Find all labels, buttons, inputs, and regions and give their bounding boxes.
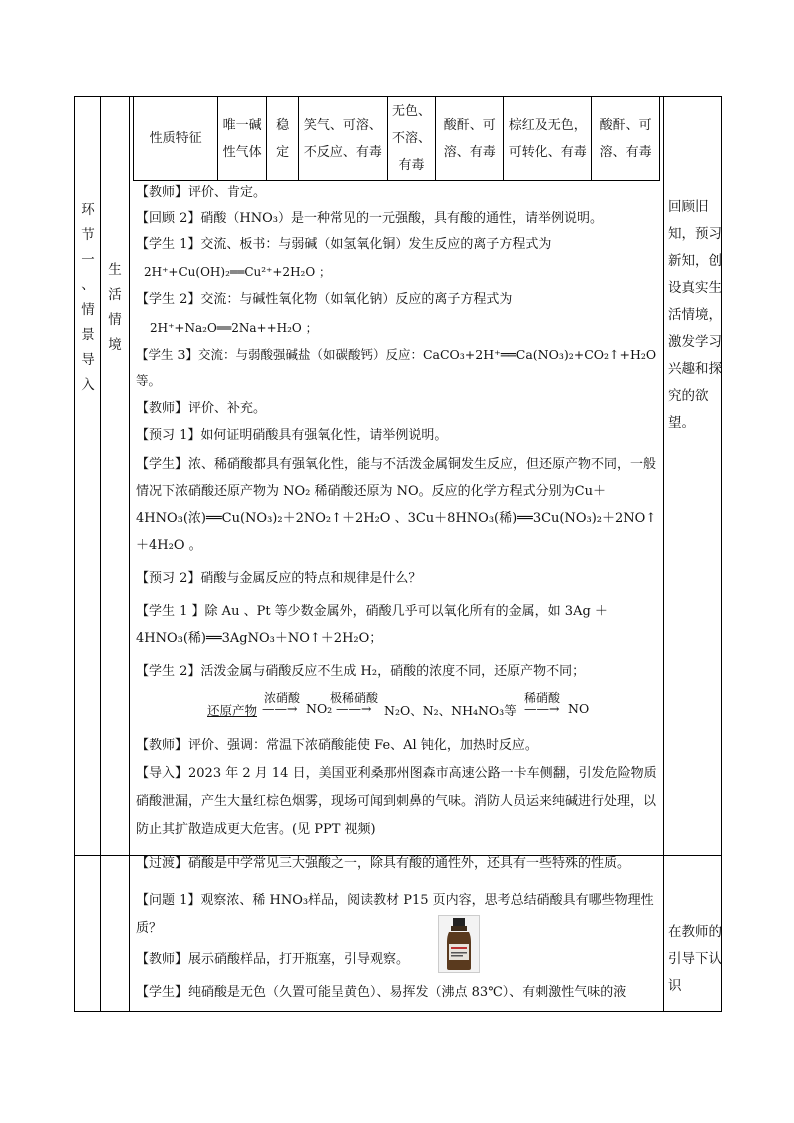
context-label: 生 活 情 境 xyxy=(108,262,122,353)
bottle-icon xyxy=(439,916,479,972)
frame-col1 xyxy=(100,96,101,1012)
cell-no2: 棕红及无色，可转化、有毒 xyxy=(504,97,592,181)
para-student-3: 【学生 3】交流：与弱酸强碱盐（如碳酸钙）反应：CaCO₃+2H⁺══Ca(NO₃)₂+CO₂↑+H₂O 等。 xyxy=(136,347,657,388)
para-student-2: 【学生 2】交流：与碱性氧化物（如氧化钠）反应的离子方程式为 xyxy=(136,292,513,307)
section-label: 环 节 一 、 情 景 导 入 xyxy=(81,202,95,393)
para-student-metal-2: 【学生 2】活泼金属与硝酸反应不生成 H₂，硝酸的浓度不同，还原产物不同； xyxy=(136,664,586,679)
scheme-start: 还原产物 xyxy=(207,703,258,718)
para-student-metal-1: 【学生 1 】除 Au 、Pt 等少数金属外，硝酸几乎可以氧化所有的金属，如 3Ag ＋ 4HNO₃(稀)══3AgNO₃＋NO↑＋2H₂O； xyxy=(136,604,608,646)
para-transition: 【过渡】硝酸是中学常见三大强酸之一，除具有酸的通性外，还具有一些特殊的性质。 xyxy=(136,856,631,871)
para-student-oxid: 【学生】浓、稀硝酸都具有强氧化性，能与不活泼金属铜发生反应，但还原产物不同，一般情况下浓硝酸还原产物为 NO₂ 稀硝酸还原为 NO。反应的化学方程式分别为Cu＋4HNO₃(浓)══Cu(NO₃)₂＋2NO₂↑＋2H₂O 、3Cu＋8HNO₃(稀)══3Cu(NO₃)₂＋2NO↑＋4H₂O 。 xyxy=(136,457,657,553)
scheme-product-3: NO xyxy=(568,701,590,716)
para-review-2: 【回顾 2】硝酸（HNO₃）是一种常见的一元强酸，具有酸的通性，请举例说明。 xyxy=(136,211,603,226)
para-teacher-1: 【教师】评价、肯定。 xyxy=(136,185,267,200)
scheme-label-2: 极稀硝酸 xyxy=(330,691,379,705)
para-preview-1: 【预习 1】如何证明硝酸具有强氧化性，请举例说明。 xyxy=(136,428,448,443)
para-teacher-4: 【教师】展示硝酸样品，打开瓶塞，引导观察。 xyxy=(136,952,410,967)
cell-nh3: 唯一碱性气体 xyxy=(218,97,267,181)
side-note-2: 在教师的引导下认识 xyxy=(668,924,722,994)
scheme-label-1: 浓硝酸 xyxy=(264,691,301,705)
para-eq-2: 2H⁺+Na₂O══2Na++H₂O ； xyxy=(150,321,318,335)
cell-n2: 稳定 xyxy=(267,97,299,181)
cell-n2o5: 酸酐、可溶、有毒 xyxy=(592,97,660,181)
frame-left xyxy=(74,96,75,1012)
cell-n2o3: 酸酐、可溶、有毒 xyxy=(436,97,504,181)
para-intro: 【导入】2023 年 2 月 14 日，美国亚利桑那州图森市高速公路一卡车侧翻，引发危险物质硝酸泄漏，产生大量红棕色烟雾，现场可闻到刺鼻的气味。消防人员运来纯碱进行处理，以防止其扩散造成更大危害。(见 PPT 视频) xyxy=(136,766,657,837)
para-student-physical: 【学生】纯硝酸是无色（久置可能呈黄色）、易挥发（沸点 83℃）、有刺激性气味的液 xyxy=(136,985,627,1000)
scheme-product-2: N₂O、N₂、NH₄NO₃等 xyxy=(384,703,517,718)
para-teacher-2: 【教师】评价、补充。 xyxy=(136,401,267,416)
para-teacher-3: 【教师】评价、强调：常温下浓硝酸能使 Fe、Al 钝化，加热时反应。 xyxy=(136,738,538,753)
cell-n2o: 笑气、可溶、不反应、有毒 xyxy=(299,97,387,181)
scheme-product-1: NO₂ xyxy=(306,701,333,716)
side-note-1: 回顾旧知，预习新知，创设真实生活情境，激发学习兴趣和探究的欲望。 xyxy=(668,199,722,431)
para-preview-2: 【预习 2】硝酸与金属反应的特点和规律是什么？ xyxy=(136,571,422,586)
arrow-icon: ——→ xyxy=(524,701,560,716)
arrow-icon: ——→ xyxy=(336,701,372,716)
cell-no: 无色、不溶、有毒 xyxy=(387,97,436,181)
properties-table xyxy=(133,96,660,181)
para-eq-1: 2H⁺+Cu(OH)₂══Cu²⁺+2H₂O ； xyxy=(144,265,331,279)
frame-bottom xyxy=(74,1011,722,1012)
arrow-icon: ——→ xyxy=(262,701,298,716)
frame-col3 xyxy=(663,96,664,1012)
nitric-acid-bottle-image xyxy=(438,915,480,973)
scheme-label-3: 稀硝酸 xyxy=(524,691,561,705)
para-student-1: 【学生 1】交流、板书：与弱碱（如氢氧化铜）发生反应的离子方程式为 xyxy=(136,237,552,252)
cell-header: 性质特征 xyxy=(134,97,218,181)
para-question-1: 【问题 1】观察浓、稀 HNO₃样品，阅读教材 P15 页内容，思考总结硝酸具有哪些物理性质？ xyxy=(136,893,654,936)
frame-col2 xyxy=(129,96,130,1012)
